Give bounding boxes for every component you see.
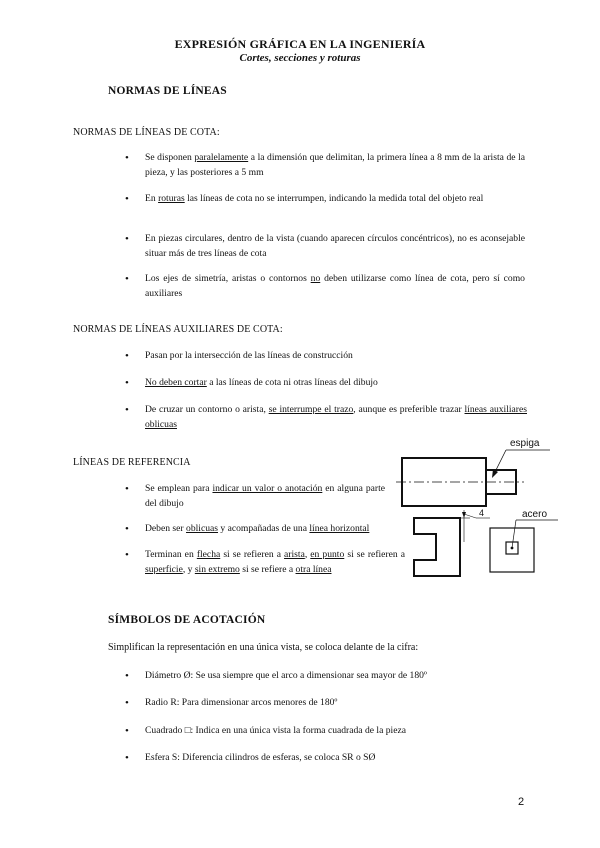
list-item: • Diámetro Ø: Se usa siempre que el arco a dimensionar sea mayor de 180º	[145, 669, 525, 684]
list-item: • Radio R: Para dimensionar arcos menores de 180º	[145, 696, 525, 711]
point-marker-acero	[511, 547, 514, 550]
list-item: • Esfera S: Diferencia cilindros de esferas, se coloca SR o SØ	[145, 751, 525, 766]
list-item: • Se emplean para indicar un valor o anotación en alguna parte del dibujo	[145, 482, 385, 511]
square-part	[490, 528, 534, 572]
subheading-lineas-referencia: LÍNEAS DE REFERENCIA	[73, 457, 191, 468]
subheading-lineas-cota: NORMAS DE LÍNEAS DE COTA:	[73, 127, 220, 138]
list-item: • Pasan por la intersección de las líneas de construcción	[145, 349, 525, 364]
list-item: • De cruzar un contorno o arista, se interrumpe el trazo, aunque es preferible trazar líneas auxiliares oblicuas	[145, 403, 527, 432]
list-item: • Cuadrado □: Indica en una única vista la forma cuadrada de la pieza	[145, 724, 525, 739]
list-item: • En piezas circulares, dentro de la vista (cuando aparecen círculos concéntricos), no es aconsejable situar más de tres líneas de cota	[145, 232, 525, 261]
label-espiga: espiga	[510, 438, 540, 449]
list-item: • Deben ser oblicuas y acompañadas de una línea horizontal	[145, 522, 407, 537]
list-item: • Se disponen paralelamente a la dimensión que delimitan, la primera línea a 8 mm de la arista de la pieza, y las posteriores a 5 mm	[145, 151, 525, 180]
reference-lines-figure	[392, 430, 567, 578]
list-item: • Los ejes de simetría, aristas o contornos no deben utilizarse como línea de cota, pero sí como auxiliares	[145, 272, 525, 301]
section-heading-simbolos: SÍMBOLOS DE ACOTACIÓN	[108, 614, 266, 626]
document-title: EXPRESIÓN GRÁFICA EN LA INGENIERÍA	[174, 37, 426, 51]
section-heading-normas: NORMAS DE LÍNEAS	[108, 85, 227, 97]
dimension-leader-4	[464, 514, 476, 518]
label-dimension-4: 4	[479, 508, 485, 518]
dimension-arrow-4	[462, 512, 466, 518]
label-acero: acero	[522, 509, 548, 520]
list-item: • Terminan en flecha si se refieren a arista, en punto si se refieren a superficie, y sin extremo si se refiere a otra línea	[145, 548, 405, 577]
document-subtitle: Cortes, secciones y roturas	[239, 52, 361, 64]
simbolos-intro: Simplifican la representación en una única vista, se coloca delante de la cifra:	[108, 642, 419, 653]
list-item: • En roturas las líneas de cota no se interrumpen, indicando la medida total del objeto real	[145, 192, 525, 207]
u-shaped-part	[414, 518, 460, 576]
list-item: • No deben cortar a las líneas de cota ni otras líneas del dibujo	[145, 376, 525, 391]
subheading-lineas-auxiliares: NORMAS DE LÍNEAS AUXILIARES DE COTA:	[73, 324, 283, 335]
page-number: 2	[518, 796, 525, 808]
leader-line-acero	[512, 520, 516, 548]
